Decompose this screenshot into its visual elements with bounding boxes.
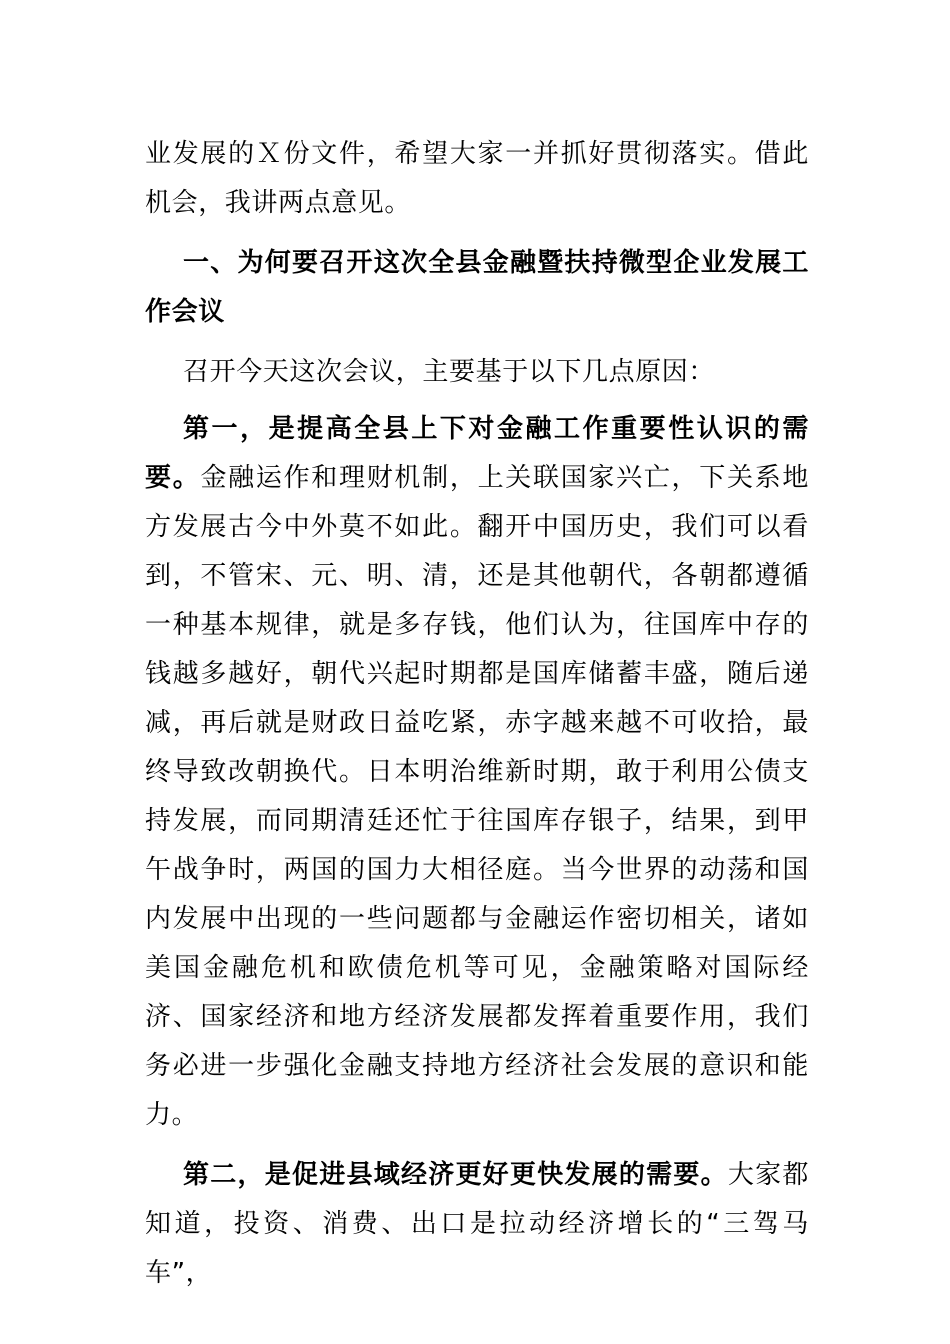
first-reason-lead: 第一，是提高全县上下对金融工作重要性认识的需要。 — [145, 414, 809, 493]
paragraph-reasons-intro — [145, 348, 809, 397]
paragraph-opening-text: 业发展的Ｘ份文件，希望大家一并抓好贯彻落实。借此机会，我讲两点意见。 — [145, 139, 809, 218]
section-heading-one-text: 一、为何要召开这次全县金融暨扶持微型企业发展工作会议 — [145, 248, 809, 327]
section-heading-one — [145, 239, 809, 337]
paragraph-reasons-intro-text: 召开今天这次会议，主要基于以下几点原因： — [183, 357, 716, 387]
first-reason-text: 金融运作和理财机制，上关联国家兴亡，下关系地方发展古今中外莫不如此。翻开中国历史，我们可以看到，不管宋、元、明、清，还是其他朝代，各朝都遵循一种基本规律，就是多存钱，他们认为，往国库中存的钱越多越好，朝代兴起时期都是国库储蓄丰盛，随后递减，再后就是财政日益吃紧，赤字越来越不可收拾，最终导致改朝换代。日本明治维新时期，敢于利用公债支持发展，而同期清廷还忙于往国库存银子，结果，到甲午战争时，两国的国力大相径庭。当今世界的动荡和国内发展中出现的一些问题都与金融运作密切相关，诸如美国金融危机和欧债危机等可见，金融策略对国际经济、国家经济和地方经济发展都发挥着重要作用，我们务必进一步强化金融支持地方经济社会发展的意识和能力。 — [145, 463, 810, 1130]
paragraph-opening — [145, 130, 809, 228]
second-reason-lead: 第二，是促进县域经济更好更快发展的需要。 — [183, 1160, 728, 1190]
document-body — [145, 130, 809, 1298]
second-reason-text: 大家都知道，投资、消费、出口是拉动经济增长的“三驾马车”， — [145, 1160, 809, 1288]
paragraph-first-reason — [145, 405, 809, 1140]
paragraph-second-reason — [145, 1151, 809, 1298]
